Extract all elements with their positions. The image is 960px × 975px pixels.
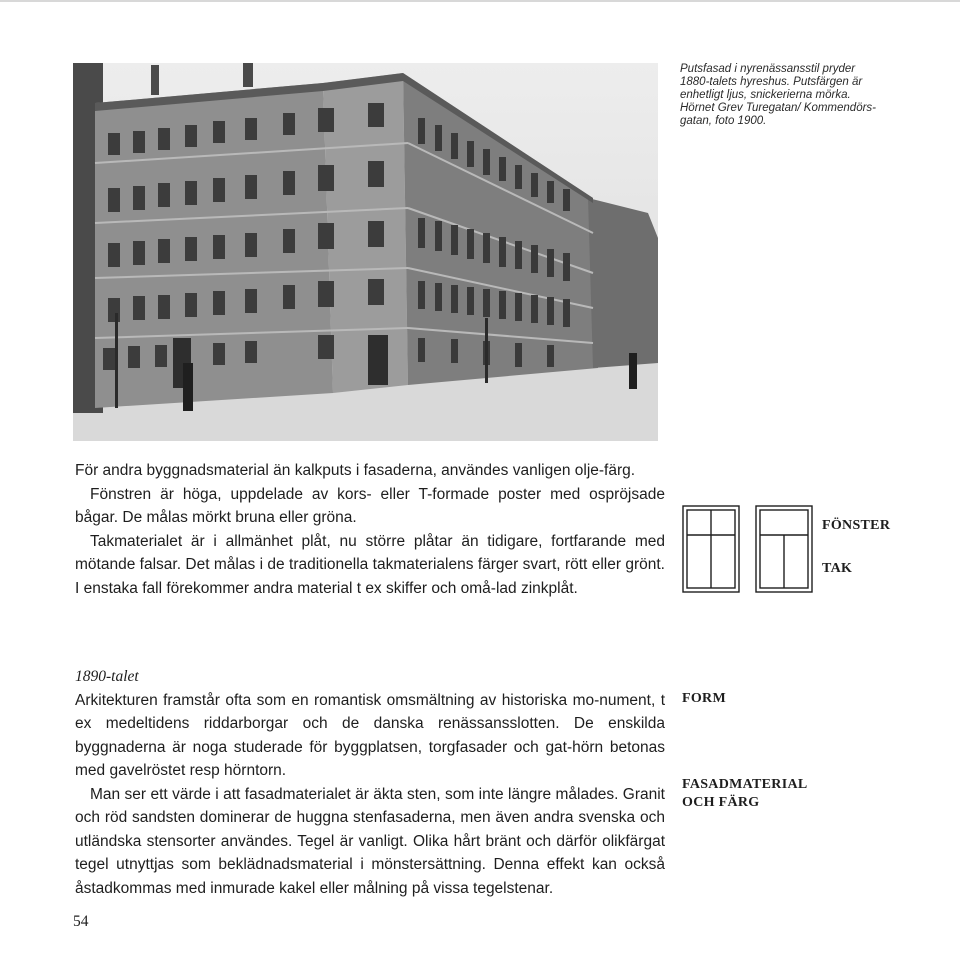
margin-heading-tak (822, 560, 852, 578)
page-number: 54 (73, 913, 89, 930)
top-rule (0, 0, 960, 2)
building-photo-drawing (73, 63, 658, 441)
margin-heading-fonster (822, 517, 890, 535)
section-1890 (75, 665, 665, 900)
window-diagram (682, 505, 814, 595)
paragraph-olje: För andra byggnadsmaterial än kalkputs i fasaderna, användes vanligen olje-färg. (75, 462, 636, 479)
paragraph-arkitektur: Arkitekturen framstår ofta som en romantisk omsmältning av historiska mo-nument, t ex medeltidens riddarborgar och de danska renässansslotten. De enskilda byggnaderna är noga studerade för byggplatsen, torgfasader och gat-hörn betonas med gavelröstet resp hörntorn. (75, 691, 665, 779)
caption-line: 1880-talets hyreshus. Putsfärgen är (680, 76, 863, 88)
building-photo (73, 63, 658, 441)
margin-heading-fonster-text: FÖNSTER (822, 518, 891, 533)
margin-heading-form-text: FORM (682, 691, 726, 706)
margin-heading-fasad-line1: FASADMATERIAL (682, 777, 808, 792)
photo-caption (680, 63, 910, 128)
paragraph-fonster: Fönstren är höga, uppdelade av kors- eller T-formade poster med ospröjsade bågar. De målas mörkt bruna eller gröna. (75, 485, 665, 526)
section-materials (75, 459, 665, 600)
margin-heading-form (682, 690, 726, 708)
caption-line: Putsfasad i nyrenässansstil pryder (680, 63, 856, 75)
caption-line: enhetligt ljus, snickerierna mörka. (680, 89, 851, 101)
margin-heading-fasad-line2: OCH FÄRG (682, 795, 760, 810)
caption-line: gatan, foto 1900. (680, 115, 767, 127)
paragraph-tak: Takmaterialet är i allmänhet plåt, nu större plåtar än tidigare, fortfarande med mötande falsar. Det målas i de traditionella takmaterialens färger svart, rött eller grönt. I enstaka fall förekommer andra material t ex skiffer och omå-lad zinkplåt. (75, 532, 665, 597)
margin-heading-tak-text: TAK (822, 561, 853, 576)
section-label-1890: 1890-talet (75, 668, 139, 685)
margin-heading-fasadmaterial (682, 776, 808, 812)
caption-line: Hörnet Grev Turegatan/ Kommendörs- (680, 102, 877, 114)
paragraph-fasadmaterial: Man ser ett värde i att fasadmaterialet är äkta sten, som inte längre målades. Granit och röd sandsten dominerar de huggna stenfasaderna, men även andra svenska och utländska stensorter användes. Tegel är vanligt. Olika hårt bränt och därför olikfärgat tegel utnyttjas som beklädnadsmaterial i mönstersättning. Denna effekt kan också åstadkommas med inmurade kakel eller målning på vissa tegelstenar. (75, 785, 665, 897)
